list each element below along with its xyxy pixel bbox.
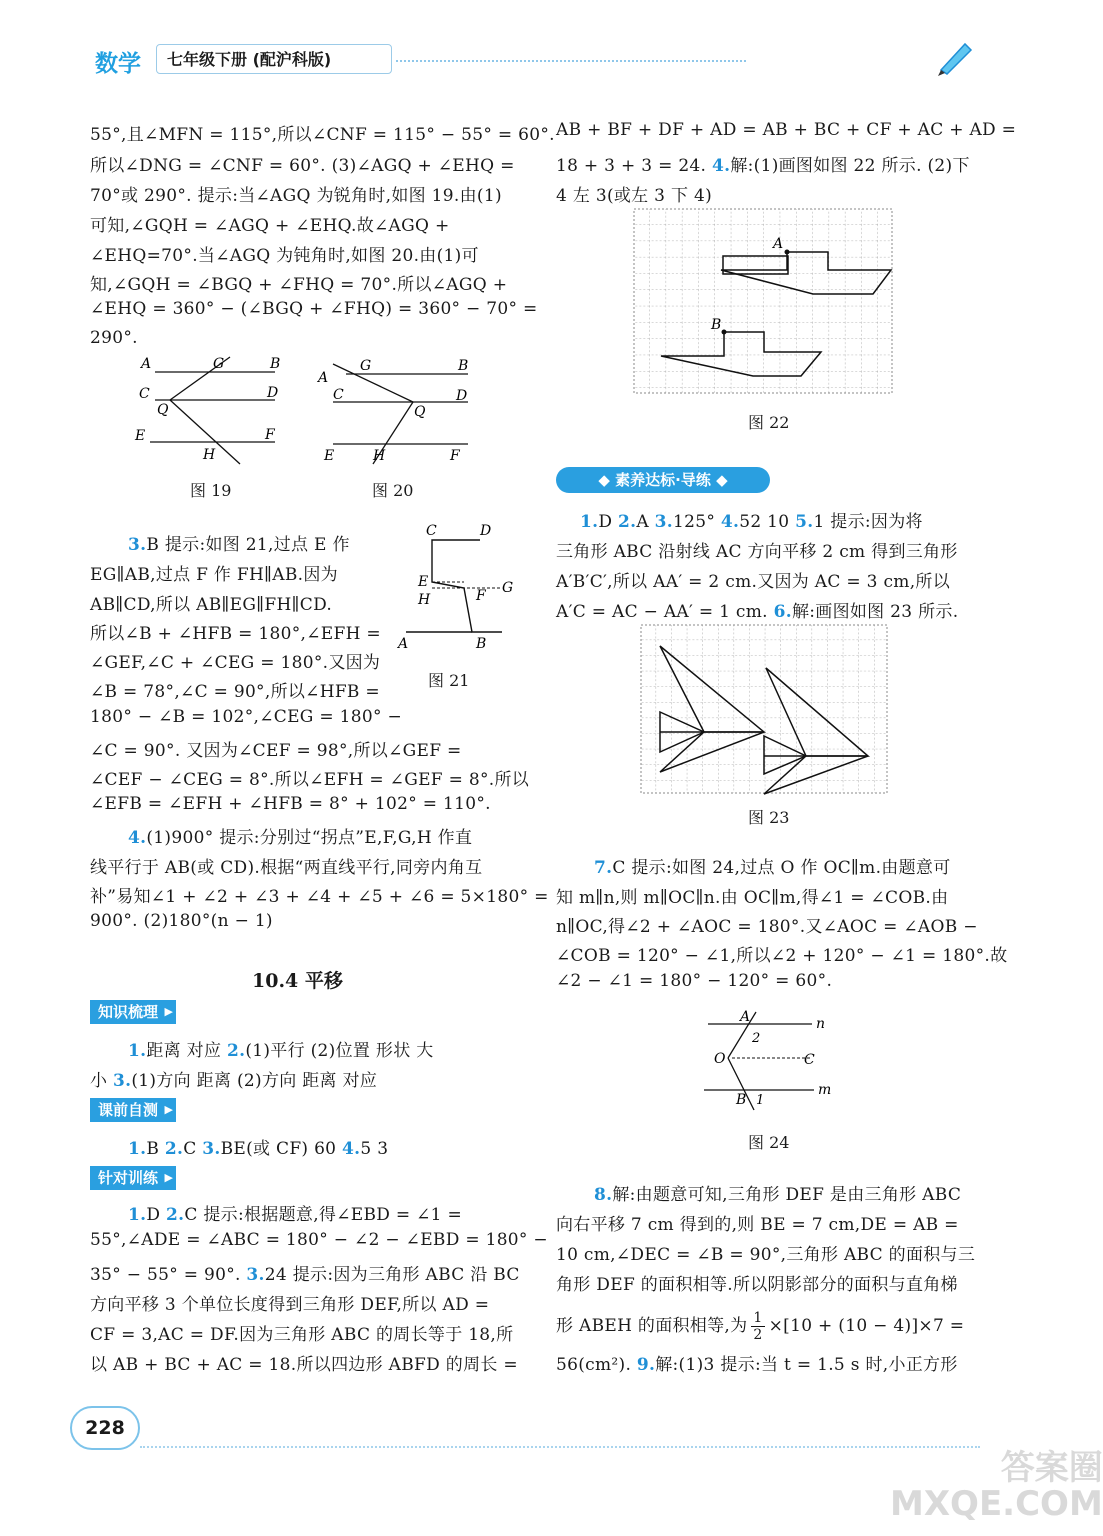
fig21-label: H	[418, 592, 431, 608]
q-number: 3.	[113, 1071, 132, 1091]
q-number: 4.	[720, 512, 740, 532]
q-number: 1.	[128, 1139, 147, 1159]
fig19-label: A	[141, 356, 152, 372]
fig24-label: A	[740, 1009, 751, 1025]
answer: 18 + 3 + 3 = 24.	[556, 156, 712, 176]
fig19-label: Q	[157, 402, 169, 418]
answer: BE(或 CF) 60	[220, 1139, 343, 1159]
answer: 56(cm²).	[556, 1355, 637, 1375]
answer: D	[146, 1205, 166, 1225]
fraction-numerator: 1	[753, 1310, 763, 1326]
q8-line: 10 cm,∠DEC = ∠B = 90°,三角形 ABC 的面积与三	[556, 1245, 976, 1265]
fig19-label: B	[270, 356, 281, 372]
fig21-label: E	[418, 574, 429, 590]
fig21-label: D	[480, 523, 492, 539]
fig19-label: C	[139, 386, 150, 402]
q-number: 2.	[226, 1041, 246, 1061]
left-line: ∠EHQ=70°.当∠AGQ 为钝角时,如图 20.由(1)可	[90, 246, 479, 266]
literacy-line	[580, 507, 923, 532]
answer: 距离 对应	[146, 1041, 227, 1061]
fraction-denominator: 2	[753, 1327, 763, 1343]
q9-line	[556, 1350, 958, 1375]
training-line	[90, 1260, 520, 1285]
q3-line: EG∥AB,过点 F 作 FH∥AB.因为	[90, 565, 338, 585]
fig21-label: A	[398, 636, 409, 652]
answer: 125°	[673, 512, 721, 532]
q-number: 9.	[636, 1355, 656, 1375]
tag-knowledge: 知识梳理 ▶	[90, 1000, 176, 1024]
answer: C 提示:根据题意,得∠EBD = ∠1 =	[184, 1205, 463, 1225]
answer: 形 ABEH 的面积相等,为	[556, 1316, 748, 1336]
right-line: AB + BF + DF + AD = AB + BC + CF + AC + AD =	[556, 120, 1017, 140]
left-line: 知,∠GQH = ∠BGQ + ∠FHQ = 70°.所以∠AGQ +	[90, 275, 508, 295]
q-number: 7.	[594, 858, 613, 878]
answer: 解:(1)3 提示:当 t = 1.5 s 时,小正方形	[655, 1355, 958, 1375]
left-line: 55°,且∠MFN = 115°,所以∠CNF = 115° − 55° = 60°.	[90, 125, 555, 145]
q-number: 2.	[618, 512, 637, 532]
left-line: ∠EHQ = 360° − (∠BGQ + ∠FHQ) = 360° − 70° =	[90, 299, 538, 319]
left-line: 70°或 290°. 提示:当∠AGQ 为锐角时,如图 19.由(1)	[90, 186, 502, 206]
training-line: 55°,∠ADE = ∠ABC = 180° − ∠2 − ∠EBD = 180° −	[90, 1230, 548, 1250]
q4-line: 900°. (2)180°(n − 1)	[90, 911, 273, 931]
fig22-label: B	[711, 317, 722, 333]
q4-text: (1)900° 提示:分别过“拐点”E,F,G,H 作直	[146, 828, 473, 848]
q7-line: ∠COB = 120° − ∠1,所以∠2 + 120° − ∠1 = 180°.故	[556, 946, 1008, 966]
right-line	[556, 151, 970, 176]
fig24-label: m	[818, 1082, 832, 1098]
q3-number: 3.	[128, 535, 147, 555]
q3-line: 所以∠B + ∠HFB = 180°,∠EFH =	[90, 624, 381, 644]
pretest-line	[128, 1134, 388, 1159]
fig20-label: D	[456, 388, 468, 404]
figure-20	[318, 352, 478, 467]
fig19-label: G	[213, 356, 225, 372]
q-number: 4.	[711, 156, 731, 176]
zhishi-line	[128, 1036, 434, 1061]
q-number: 6.	[773, 602, 792, 622]
figure-22	[633, 208, 895, 396]
fig20-label: B	[458, 358, 469, 374]
q-number: 1.	[128, 1205, 147, 1225]
figure-24	[700, 1006, 840, 1116]
fig23-caption: 图 23	[748, 808, 790, 827]
answer: D	[598, 512, 618, 532]
q3-line: ∠EFB = ∠EFH + ∠HFB = 8° + 102° = 110°.	[90, 794, 491, 814]
subject-title: 数学	[95, 51, 141, 77]
header-dotted-rule	[396, 60, 746, 62]
fig20-label: H	[373, 448, 386, 464]
answer: (1)方向 距离 (2)方向 距离 对应	[131, 1071, 378, 1091]
tag-literacy: ◆ 素养达标·导练 ◆	[556, 467, 770, 493]
footer-dotted-rule	[140, 1446, 980, 1448]
q-number: 8.	[594, 1185, 613, 1205]
fig22-caption: 图 22	[748, 413, 790, 432]
fig19-caption: 图 19	[190, 481, 232, 500]
q4-number: 4.	[128, 828, 147, 848]
fig24-label: n	[816, 1016, 826, 1032]
q4-line	[128, 823, 472, 848]
answer: ×[10 + (10 − 4)]×7 =	[768, 1316, 965, 1336]
figure-23	[640, 624, 890, 796]
literacy-line	[556, 597, 958, 622]
q-number: 3.	[654, 512, 673, 532]
pen-icon	[935, 36, 975, 76]
fig21-label: G	[502, 580, 514, 596]
fig19-label: E	[135, 428, 146, 444]
answer: A′C = AC − AA′ = 1 cm.	[556, 602, 774, 622]
q7-line: n∥OC,得∠2 + ∠AOC = 180°.又∠AOC = ∠AOB −	[556, 917, 978, 937]
fig21-label: C	[426, 523, 437, 539]
fig21-label: F	[476, 588, 486, 604]
training-line: 以 AB + BC + AC = 18.所以四边形 ABFD 的周长 =	[90, 1355, 518, 1375]
q7-line: ∠2 − ∠1 = 180° − 120° = 60°.	[556, 971, 833, 991]
left-line: 所以∠DNG = ∠CNF = 60°. (3)∠AGQ + ∠EHQ =	[90, 156, 515, 176]
answer: 1 提示:因为将	[813, 512, 923, 532]
fig19-label: D	[267, 385, 279, 401]
answer: (1)平行 (2)位置 形状 大	[245, 1041, 434, 1061]
right-line: 4 左 3(或左 3 下 4)	[556, 186, 713, 206]
q-number: 3.	[246, 1265, 265, 1285]
literacy-line: 三角形 ABC 沿射线 AC 方向平移 2 cm 得到三角形	[556, 542, 958, 562]
left-line: 290°.	[90, 328, 138, 348]
q-number: 3.	[202, 1139, 221, 1159]
q4-line: 补”易知∠1 + ∠2 + ∠3 + ∠4 + ∠5 + ∠6 = 5×180° =	[90, 887, 549, 907]
section-title: 10.4 平移	[252, 970, 343, 992]
fig20-caption: 图 20	[372, 481, 414, 500]
q8-line: 向右平移 7 cm 得到的,则 BE = 7 cm,DE = AB =	[556, 1215, 959, 1235]
answer: 24 提示:因为三角形 ABC 沿 BC	[264, 1265, 520, 1285]
figure-21	[392, 522, 517, 657]
fig20-label: F	[450, 448, 460, 464]
q7-line	[594, 853, 951, 878]
q-number: 1.	[580, 512, 599, 532]
q4-line: 线平行于 AB(或 CD).根据“两直线平行,同旁内角互	[90, 858, 483, 878]
q3-line: ∠GEF,∠C + ∠CEG = 180°.又因为	[90, 653, 381, 673]
literacy-line: A′B′C′,所以 AA′ = 2 cm.又因为 AC = 3 cm,所以	[556, 572, 950, 592]
page-number: 228	[70, 1406, 140, 1450]
book-volume: 七年级下册	[167, 50, 248, 69]
q3-line: AB∥CD,所以 AB∥EG∥FH∥CD.	[90, 595, 333, 615]
answer: 解:(1)画图如图 22 所示. (2)下	[730, 156, 970, 176]
zhishi-line	[90, 1066, 377, 1091]
fig24-label: B	[736, 1092, 747, 1108]
answer: B	[146, 1139, 165, 1159]
training-line: 方向平移 3 个单位长度得到三角形 DEF,所以 AD =	[90, 1295, 490, 1315]
tag-pretest: 课前自测 ▶	[90, 1098, 176, 1122]
watermark-logo: 答案圈 MXQE.COM	[890, 1448, 1103, 1524]
fig19-label: F	[265, 427, 275, 443]
training-line	[128, 1200, 462, 1225]
q3-line: ∠B = 78°,∠C = 90°,所以∠HFB =	[90, 682, 380, 702]
fig22-label: A	[773, 236, 784, 252]
answer: 解:由题意可知,三角形 DEF 是由三角形 ABC	[612, 1185, 962, 1205]
fig20-label: E	[324, 448, 335, 464]
answer: 解:画图如图 23 所示.	[791, 602, 959, 622]
book-edition: (配沪科版)	[252, 50, 332, 69]
left-line: 可知,∠GQH = ∠AGQ + ∠EHQ.故∠AGQ +	[90, 216, 450, 236]
tag-training: 针对训练 ▶	[90, 1166, 176, 1190]
answer: A	[636, 512, 655, 532]
fig20-label: Q	[414, 404, 426, 420]
fig21-caption: 图 21	[428, 671, 470, 690]
q3-line	[128, 530, 350, 555]
q-number: 2.	[164, 1139, 184, 1159]
q8-line: 角形 DEF 的面积相等.所以阴影部分的面积与直角梯	[556, 1275, 958, 1295]
q-number: 1.	[128, 1041, 147, 1061]
fig21-label: B	[476, 636, 487, 652]
q3-line: ∠CEF − ∠CEG = 8°.所以∠EFH = ∠GEF = 8°.所以	[90, 770, 530, 790]
q8-line	[556, 1310, 964, 1343]
q8-line	[594, 1180, 961, 1205]
fig24-label: 1	[756, 1093, 765, 1108]
answer: 35° − 55° = 90°.	[90, 1265, 247, 1285]
q-number: 5.	[795, 512, 814, 532]
fraction	[751, 1310, 764, 1343]
q-number: 2.	[166, 1205, 185, 1225]
fig24-label: O	[714, 1051, 726, 1067]
fig20-label: G	[360, 358, 372, 374]
fig19-label: H	[203, 447, 216, 463]
fig24-label: 2	[752, 1031, 761, 1046]
book-label	[156, 44, 392, 74]
answer: C	[183, 1139, 203, 1159]
answer: C 提示:如图 24,过点 O 作 OC∥m.由题意可	[612, 858, 951, 878]
fig20-label: C	[333, 387, 344, 403]
answer: 52 10	[739, 512, 796, 532]
fig20-label: A	[318, 370, 329, 386]
figure-19	[135, 352, 285, 467]
q7-line: 知 m∥n,则 m∥OC∥n.由 OC∥m,得∠1 = ∠COB.由	[556, 888, 949, 908]
q3-text: B 提示:如图 21,过点 E 作	[146, 535, 350, 555]
fig24-label: C	[804, 1052, 815, 1068]
q3-line: ∠C = 90°. 又因为∠CEF = 98°,所以∠GEF =	[90, 741, 462, 761]
answer: 小	[90, 1071, 114, 1091]
q-number: 4.	[342, 1139, 361, 1159]
fig24-caption: 图 24	[748, 1133, 790, 1152]
answer: 5 3	[360, 1139, 389, 1159]
training-line: CF = 3,AC = DF.因为三角形 ABC 的周长等于 18,所	[90, 1325, 514, 1345]
q3-line: 180° − ∠B = 102°,∠CEG = 180° −	[90, 707, 403, 727]
